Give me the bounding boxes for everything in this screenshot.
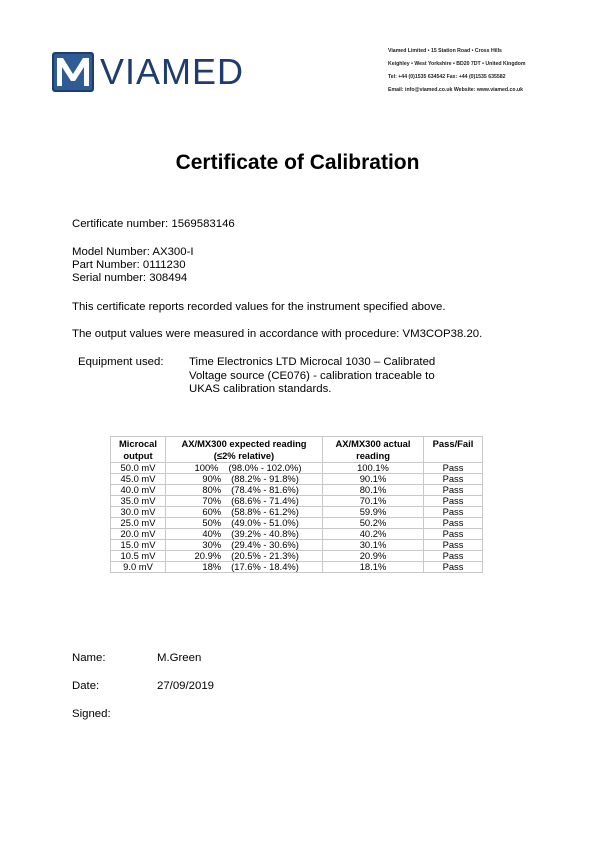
cell-actual: 20.9%	[323, 551, 424, 562]
header-expected-reading	[166, 437, 323, 463]
table-row	[111, 474, 483, 485]
expected-range: (78.4% - 81.6%)	[231, 484, 299, 495]
expected-percent: 90%	[202, 473, 222, 484]
header-line: reading	[356, 449, 390, 461]
cell-output: 35.0 mV	[111, 496, 166, 507]
expected-percent: 30%	[202, 539, 222, 550]
table-row	[111, 463, 483, 474]
equipment-description	[189, 356, 459, 397]
cell-output: 15.0 mV	[111, 540, 166, 551]
equipment-line: UKAS calibration standards.	[189, 383, 332, 395]
expected-range: (98.0% - 102.0%)	[228, 462, 302, 473]
expected-percent: 20.9%	[194, 550, 222, 561]
table-row	[111, 551, 483, 562]
company-line: Keighley • West Yorkshire • BD20 7DT • United Kingdom	[388, 61, 526, 67]
table-row	[111, 507, 483, 518]
cell-expected	[166, 496, 323, 507]
cell-output: 9.0 mV	[111, 562, 166, 573]
cell-actual: 30.1%	[323, 540, 424, 551]
model-number: Model Number: AX300-I	[72, 246, 194, 258]
cell-output: 30.0 mV	[111, 507, 166, 518]
cell-result: Pass	[424, 540, 483, 551]
part-number: Part Number: 0111230	[72, 259, 186, 271]
cell-output: 40.0 mV	[111, 485, 166, 496]
expected-percent: 80%	[202, 484, 222, 495]
expected-percent: 100%	[194, 462, 219, 473]
table-row	[111, 529, 483, 540]
table-row	[111, 562, 483, 573]
header-line: output	[123, 449, 153, 461]
certificate-number: Certificate number: 1569583146	[72, 218, 235, 230]
company-line: Viamed Limited • 15 Station Road • Cross Hills	[388, 48, 502, 54]
company-address	[388, 45, 525, 97]
cell-actual: 90.1%	[323, 474, 424, 485]
cell-result: Pass	[424, 507, 483, 518]
cell-result: Pass	[424, 485, 483, 496]
equipment-line: Time Electronics LTD Microcal 1030 – Calibrated	[189, 356, 436, 368]
cell-output: 20.0 mV	[111, 529, 166, 540]
certificate-title: Certificate of Calibration	[175, 151, 420, 174]
cell-result: Pass	[424, 529, 483, 540]
cell-actual: 59.9%	[323, 507, 424, 518]
cell-expected	[166, 551, 323, 562]
cell-result: Pass	[424, 518, 483, 529]
serial-number: Serial number: 308494	[72, 272, 188, 284]
expected-range: (39.2% - 40.8%)	[231, 528, 299, 539]
table-row	[111, 540, 483, 551]
company-line: Email: info@viamed.co.uk Website: www.viamed.co.uk	[388, 87, 524, 93]
equipment-line: Voltage source (CE076) - calibration traceable to	[189, 369, 435, 382]
calibration-table	[110, 436, 483, 573]
viamed-logo-mark	[52, 52, 94, 92]
name-label: Name:	[72, 652, 106, 664]
cell-output: 50.0 mV	[111, 463, 166, 474]
expected-range: (68.6% - 71.4%)	[231, 495, 299, 506]
date-label: Date:	[72, 680, 100, 692]
header-line: Pass/Fail	[432, 438, 474, 449]
cell-actual: 50.2%	[323, 518, 424, 529]
table-row	[111, 496, 483, 507]
expected-percent: 50%	[202, 517, 222, 528]
expected-range: (20.5% - 21.3%)	[231, 550, 299, 561]
header-line: (≤2% relative)	[213, 449, 275, 461]
cell-expected	[166, 529, 323, 540]
cell-output: 45.0 mV	[111, 474, 166, 485]
expected-percent: 60%	[202, 506, 222, 517]
header-line: AX/MX300 actual	[335, 438, 411, 449]
cell-expected	[166, 540, 323, 551]
cell-output: 25.0 mV	[111, 518, 166, 529]
statement-procedure: The output values were measured in accordance with procedure: VM3COP38.20.	[72, 328, 483, 340]
header-actual-reading	[323, 437, 424, 463]
cell-result: Pass	[424, 551, 483, 562]
expected-range: (58.8% - 61.2%)	[231, 506, 299, 517]
table-row	[111, 485, 483, 496]
expected-percent: 40%	[202, 528, 222, 539]
cell-result: Pass	[424, 496, 483, 507]
header-microcal-output	[111, 437, 166, 463]
expected-percent: 18%	[202, 561, 222, 572]
cell-actual: 100.1%	[323, 463, 424, 474]
signed-label: Signed:	[72, 708, 111, 720]
cell-result: Pass	[424, 463, 483, 474]
header-line: AX/MX300 expected reading	[181, 438, 307, 449]
equipment-label: Equipment used:	[78, 356, 164, 368]
cell-actual: 80.1%	[323, 485, 424, 496]
company-line: Tel: +44 (0)1535 634542 Fax: +44 (0)1535 635582	[388, 74, 506, 80]
cell-result: Pass	[424, 562, 483, 573]
cell-actual: 70.1%	[323, 496, 424, 507]
expected-range: (88.2% - 91.8%)	[231, 473, 299, 484]
cell-output: 10.5 mV	[111, 551, 166, 562]
date-value: 27/09/2019	[157, 680, 215, 692]
header-pass-fail	[424, 437, 483, 463]
name-value: M.Green	[157, 652, 202, 664]
table-row	[111, 518, 483, 529]
cell-expected	[166, 518, 323, 529]
expected-percent: 70%	[202, 495, 222, 506]
cell-expected	[166, 485, 323, 496]
table-header-row	[111, 437, 483, 463]
statement-reported-values: This certificate reports recorded values for the instrument specified above.	[72, 301, 446, 313]
cell-expected	[166, 474, 323, 485]
expected-range: (29.4% - 30.6%)	[231, 539, 299, 550]
cell-expected	[166, 507, 323, 518]
expected-range: (49.0% - 51.0%)	[231, 517, 299, 528]
expected-range: (17.6% - 18.4%)	[231, 561, 299, 572]
cell-expected	[166, 562, 323, 573]
cell-result: Pass	[424, 474, 483, 485]
cell-expected	[166, 463, 323, 474]
cell-actual: 40.2%	[323, 529, 424, 540]
viamed-logo-text: VIAMED	[100, 51, 245, 92]
cell-actual: 18.1%	[323, 562, 424, 573]
header-line: Microcal	[118, 438, 158, 449]
